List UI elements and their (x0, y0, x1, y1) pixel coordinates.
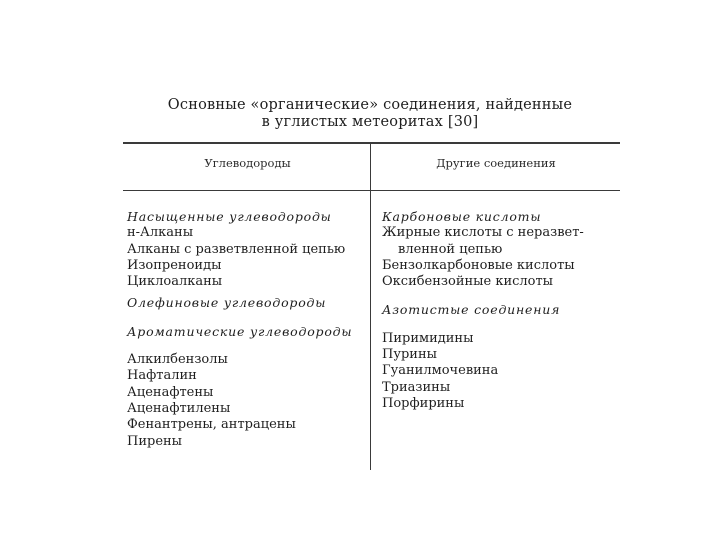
list-item: Изопреноиды (127, 257, 222, 273)
list-item: Нафталин (127, 368, 197, 384)
list-item: Пурины (382, 347, 437, 363)
aromatic-heading: Ароматические углеводороды (127, 323, 353, 339)
list-item: Циклоалканы (127, 274, 223, 290)
list-item: Алканы с разветвленной цепью (127, 241, 346, 257)
table-top-rule (123, 142, 620, 144)
list-item: Порфирины (382, 395, 465, 411)
table-title-line-1: Основные «органические» соединения, найденные (167, 97, 573, 113)
table-title-line-2: в углистых метеоритах [30] (261, 114, 479, 130)
list-item: н-Алканы (127, 225, 194, 241)
list-item: Аценафтены (127, 384, 214, 400)
list-item: Гуанилмочевина (382, 363, 499, 379)
list-item: Пиримидины (382, 330, 474, 346)
list-item: Жирные кислоты с неразвет- (382, 225, 584, 241)
other-compounds-column (382, 209, 618, 412)
list-item: Аценафтилены (127, 400, 231, 416)
table-header-rule (123, 190, 620, 191)
olefinic-heading: Олефиновые углеводороды (127, 295, 327, 311)
list-item: Алкилбензолы (127, 352, 228, 368)
list-item: Пирены (127, 433, 183, 449)
nitrogen-heading: Азотистые соединения (382, 302, 561, 318)
list-item: Триазины (382, 379, 451, 395)
saturated-heading: Насыщенные углеводороды (127, 209, 332, 224)
carboxylic-heading: Карбоновые кислоты (382, 209, 542, 224)
column-header-other-compounds: Другие соединения (436, 156, 556, 170)
list-item: Фенантрены, антрацены (127, 417, 296, 433)
list-item: Оксибензойные кислоты (382, 274, 554, 290)
table-column-divider (370, 143, 371, 470)
list-item: Бензолкарбоновые кислоты (382, 257, 575, 273)
table-title (120, 97, 620, 131)
hydrocarbons-column (127, 209, 367, 450)
list-item: вленной цепью (398, 241, 503, 257)
column-header-hydrocarbons: Углеводороды (204, 156, 291, 170)
